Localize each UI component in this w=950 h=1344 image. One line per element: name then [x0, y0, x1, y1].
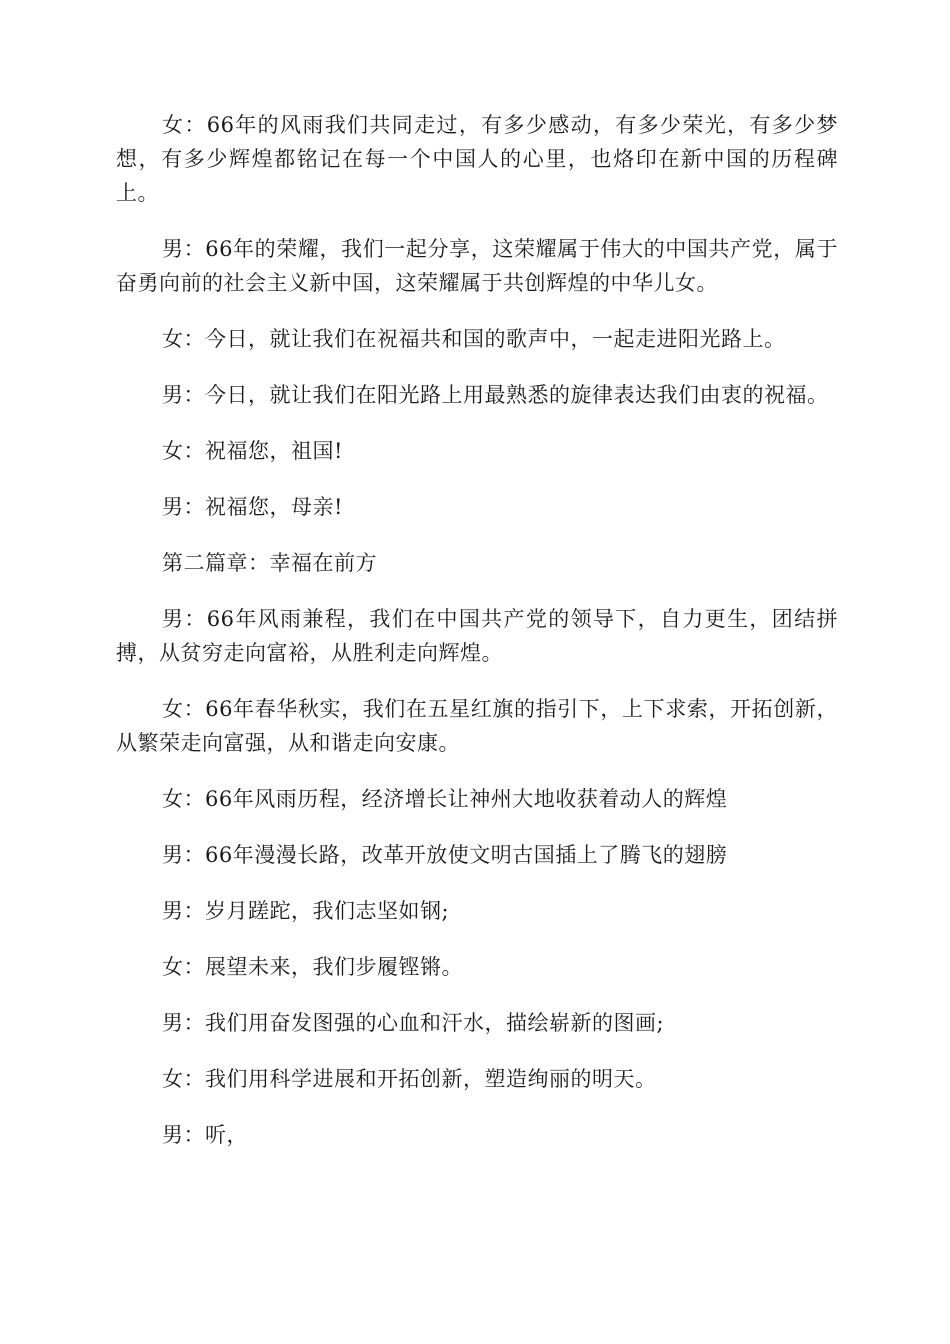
- section-heading: 第二篇章：幸福在前方: [162, 551, 377, 575]
- paragraph-5: 女：祝福您，祖国!: [162, 439, 343, 463]
- paragraph-15: 女：我们用科学进展和开拓创新，塑造绚丽的明天。: [162, 1067, 657, 1091]
- paragraph-10: 女：66年风雨历程，经济增长让神州大地收获着动人的辉煌: [162, 787, 728, 811]
- document-body: [116, 108, 838, 1174]
- paragraph-16: 男：听，: [162, 1123, 248, 1147]
- paragraph-6: 男：祝福您，母亲!: [162, 495, 343, 519]
- paragraph-8: 男：66年风雨兼程，我们在中国共产党的领导下，自力更生，团结拼搏，从贫穷走向富裕，从胜利走向辉煌。: [116, 607, 838, 665]
- paragraph-1: 女：66年的风雨我们共同走过，有多少感动，有多少荣光，有多少梦想，有多少辉煌都铭记在每一个中国人的心里，也烙印在新中国的历程碑上。: [116, 113, 838, 205]
- paragraph-4: 男：今日，就让我们在阳光路上用最熟悉的旋律表达我们由衷的祝福。: [162, 383, 829, 407]
- paragraph-12: 男：岁月蹉跎，我们志坚如钢;: [162, 899, 450, 923]
- paragraph-2: 男：66年的荣耀，我们一起分享，这荣耀属于伟大的中国共产党，属于奋勇向前的社会主义新中国，这荣耀属于共创辉煌的中华儿女。: [116, 237, 838, 295]
- paragraph-13: 女：展望未来，我们步履铿锵。: [162, 955, 463, 979]
- paragraph-11: 男：66年漫漫长路，改革开放使文明古国插上了腾飞的翅膀: [162, 843, 728, 867]
- paragraph-9: 女：66年春华秋实，我们在五星红旗的指引下，上下求索，开拓创新，从繁荣走向富强，从和谐走向安康。: [116, 697, 838, 755]
- paragraph-3: 女：今日，就让我们在祝福共和国的歌声中，一起走进阳光路上。: [162, 327, 786, 351]
- paragraph-14: 男：我们用奋发图强的心血和汗水，描绘崭新的图画;: [162, 1011, 665, 1035]
